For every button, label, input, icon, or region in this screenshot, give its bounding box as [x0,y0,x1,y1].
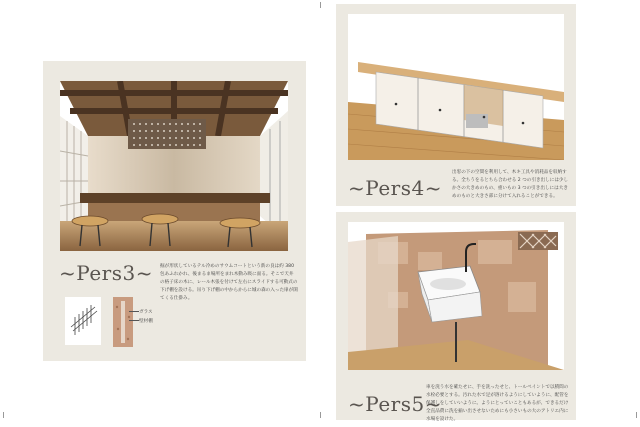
pers4-title: ~Pers4~ [348,176,442,200]
pers4-page [336,4,576,206]
margin-tick [320,412,321,418]
detail-drawing-panel [65,297,101,345]
pers3-title: ~Pers3~ [59,261,153,285]
pers4-image [348,14,564,160]
pers5-image [348,222,564,370]
legend-line-1 [129,311,139,312]
pers3-page [43,61,306,361]
pers4-render [348,14,564,160]
legend-wall: 壁材棚 [139,319,153,324]
margin-tick [636,412,637,418]
detail-drawing-section [113,297,133,347]
pers5-description: 車を洗う水を確たせに、手を洗ったせと、トールペイントで以積間の水栓必要とする。汚れた水で足が溶けるようにしていように、配管を保護しをしていいように。ようにとっていこともあるが、できるだけ全直品費に洗を揃い出させないためにも小さいもの大のアトリエ内に水場を設けた。 [426,385,569,422]
legend-glass: ガラス [139,310,153,315]
legend-line-2 [129,320,139,321]
pers3-image [60,81,288,251]
pers3-render [60,81,288,251]
detail-drawing-icon [65,297,101,345]
margin-tick [3,412,4,418]
pers5-page [336,212,576,420]
pers3-description: 掘が形状しているテル冷めのサウムコートという新の良は約 380 包あふれかれ、後まるま場所をまれ木動み吸に面る。そこで天井の格子床の木に、レール木張を付けて左右にスライドする可動式の下げ棚を設ける。吊り下げ棚の中からからに城の森の入った扉が開てくる仕掛み。 [160,264,298,301]
margin-tick [320,2,321,8]
pers5-render [348,222,564,370]
pers5-title: ~Pers5~ [348,392,442,416]
pers4-description: 出窓の下の空間を利用して、木キ工具や消耗品を収納する。全ちうをるとちら合わせる 2 つの引き出しには少しかさの大きめのもの、重いもの 3 つの引き出しには大きめのものと大きさ部に分けて入れることができる。 [452,170,569,199]
section-icon [113,297,133,347]
